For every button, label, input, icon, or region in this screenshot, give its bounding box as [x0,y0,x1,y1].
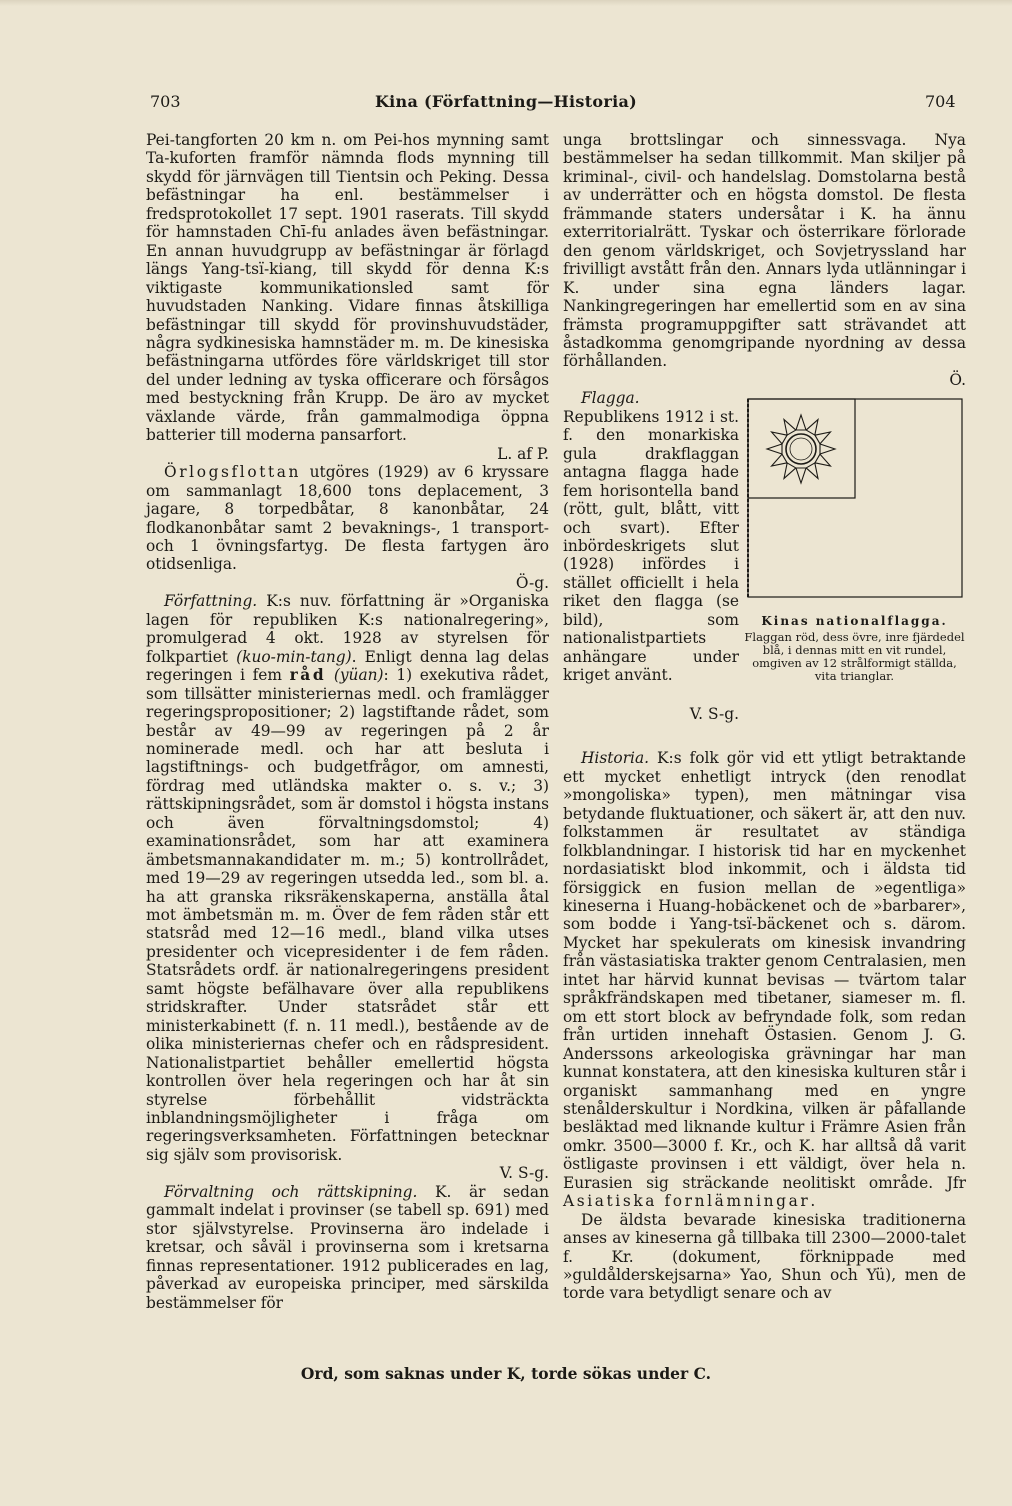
cross-reference: Asiatiska fornlämningar [563,1192,811,1211]
signature: V. S-g. [689,705,739,724]
paragraph-text: : 1) exekutiva rådet, som tillsätter ministeriernas medl. och framlägger regeringspropositioner; 2) lagstiftande rådet, som består av 49—99 av regeringen på 2 år nominerade medl. och har att besluta i lagstiftnings- och budgetfrågor, om amnesti, fördrag med utländska makter o. s. v.; 3) rättskipningsrådet, som är domstol i högsta instans och även förvaltningsdomstol; 4) examinationsrådet, som har att examinera ämbetsmannakandidater m. m.; 5) kontrollrådet, med 19—29 av regeringen utsedda led., som bl. a. ha att granska riksräkenskaperna, anställa åtal mot ämbetsmän m. m. Över de fem råden står ett statsråd med 12—16 medl., bland vilka utses presidenter och vicepresidenter i de fem råden. Statsrådets ordf. är nationalregeringens president samt högste befälhavare över alla republikens stridskrafter. Under statsrådet står ett ministerkabinett (f. n. 11 medl.), bestående av de olika ministeriernas chefer och en rådspresident. Nationalistpartiet behåller emellertid högsta kontrollen över hela regeringen och har åt sin styrelse förbehållit vidsträckta inblandningsmöjligheter i fråga om regeringsverksamheten. Författningen betecknar sig själv som provisorisk. [146,666,549,1164]
flag-illustration [746,397,966,601]
flag-paragraph [563,389,739,684]
section-heading-forfattning: Författning. [164,592,258,611]
term-yuan: (yüan) [333,666,384,685]
paragraph-text: De äldsta bevarade kinesiska traditionerna anses av kineserna gå tillbaka till 2300—2000-talet f. Kr. (dokument, förknippade med »guldålderskejsarna» Yao, Shun och Yü), men de torde vara betydligt senare och av [563,1210,966,1303]
paragraph-navy [146,463,549,592]
paragraph-text: K. är sedan gammalt indelat i provinser (se tabell sp. 691) med stor självstyrelse. Provinserna äro indelade i kretsar, och såväl i provinserna som i kretsarna finnas representationer. 1912 publicerades en lag, påverkad av europeiska principer, med särskilda bestämmelser för [146,1182,549,1312]
section-heading-orlog: Örlogsflottan [164,463,302,482]
paragraph-history [563,749,966,1210]
paragraph-history-traditions [563,1211,966,1303]
left-column [146,131,549,1312]
paragraph-text: unga brottslingar och sinnessvaga. Nya bestämmelser ha sedan tillkommit. Man skiljer på kriminal-, civil- och handelslag. Domstolarna bestå av underrätter och en högsta domstol. De flesta främmande staters undersåtar i K. ha ännu exterritorialrätt. Tyskar och österrikare förlorade den genom världskriget, och Sovjetryssland har frivilligt avstått från den. Annars lyda utlänningar i K. under sina egna länders lagar. Nankingregeringen har emellertid som en av sina främsta programuppgifter satt strävandet att åstadkomma genomgripande nyordning av dessa förhållanden. [563,131,966,371]
section-heading-historia: Historia. [581,749,650,768]
footer-note: Ord, som saknas under K, torde sökas under C. [300,1364,712,1383]
right-column [563,131,966,1303]
paragraph-text: utgöres (1929) av 6 kryssare om sammanlagt 18,600 tons deplacement, 3 jagare, 8 torpedbåtar, 8 kanonbåtar, 24 flodkanonbåtar samt 2 bevaknings-, 1 transport- och 1 övningsfartyg. De flesta fartygen äro otidsenliga. [146,463,549,574]
paragraph-text: Republikens 1912 i st. f. den monarkiska gula drakflaggan antagna flagga hade fem horisontella band (rött, gult, blått, vitt och svart). Efter inbördeskrigets slut (1928) infördes i stället officiellt i hela riket den flagga (se bild), som nationalistpartiets anhängare under kriget använt. [563,407,739,685]
paragraph-text: K:s nuv. författning är »Organiska lagen för republiken K:s nationalregering», promulgerad 4 okt. 1928 av styrelsen för folkpartiet [146,592,549,666]
paragraph-text: . [810,1192,816,1211]
flag-caption [743,615,966,683]
running-title: Kina (Författning—Historia) [374,92,638,111]
flag-section [563,389,966,749]
page-header [0,92,1012,118]
paragraph-text: Pei-tangforten 20 km n. om Pei-hos mynning samt Ta-kuforten framför nämnda flods mynning till skydd för järnvägen till Tientsin och Peking. Dessa befästningar ha enl. bestämmelser i fredsprotokollet 17 sept. 1901 raserats. Till skydd för hamnstaden Chī-fu anlades även befästningar. En annan huvudgrupp av befästningar är förlagd längs Yang-tsï-kiang, till skydd för denna K:s viktigaste kommunikationsled samt för huvudstaden Nanking. Vidare finnas åtskilliga befästningar till skydd för provinshuvudstäder, några sydkinesiska hamnstäder m. m. De kinesiska befästningarna utfördes före världskriget till stor del under ledning av tyska officerare och försågos med bestyckning från Krupp. De äro av mycket växlande värde, från gammalmodiga öppna batterier till moderna pansarfort. [146,131,549,445]
national-flag-figure [746,397,966,601]
term-rad: råd [289,666,327,685]
paragraph-constitution [146,592,549,1183]
paragraph-administration [146,1183,549,1312]
page-number-left: 703 [150,92,181,111]
paragraph-justice [563,131,966,389]
paragraph-text: . Enligt denna lag delas regeringen i fem [146,647,550,685]
caption-title: Kinas nationalflagga. [761,614,948,629]
term-kuo-min-tang: (kuo-min-tang) [236,647,352,666]
signature: Ö-g. [515,573,549,592]
page-number-right: 704 [925,92,956,111]
sun-emblem-icon [767,415,835,483]
signature: Ö. [949,370,966,389]
section-heading-forvaltning: Förvaltning och rättskipning. [164,1182,418,1201]
signature: V. S-g. [499,1164,549,1183]
page-top-edge [0,0,1012,6]
paragraph-text: K:s folk gör vid ett ytligt betraktande ett mycket enhetligt intryck (den renodlat »mongoliska» typen), men mätningar visa betydande fluktuationer, och säkert är, att den nuv. folkstammen är resultatet av ständiga folkblandningar. I historisk tid har en myckenhet nordasiatiskt blod inkommit, och i äldsta tid försiggick en fusion mellan de »egentliga» kineserna i Huang-hobäckenet och de »barbarer», som bodde i Yang-tsï-bäckenet och s. därom. Mycket har spekulerats om kinesisk invandring från västasiatiska trakter genom Centralasien, men intet har härvid kunnat bevisas — tvärtom talar språkfrändskapen med tibetaner, siameser m. fl. om ett stort block av befryndade folk, som redan från urtiden innehaft Östasien. Genom J. G. Anderssons arkeologiska grävningar har man kunnat konstatera, att den kinesiska kulturen står i organiskt sammanhang med en yngre stenålderskultur i Nordkina, vilken är påfallande besläktad med liknande kultur i Främre Asien från omkr. 3500—3000 f. Kr., och K. har alltså då varit östligaste provinsen i ett väldigt, över hela n. Eurasien sig sträckande neolitiskt område. Jfr [563,749,966,1192]
paragraph-fortifications [146,131,549,463]
caption-text: Flaggan röd, dess övre, inre fjärdedel blå, i dennas mitt en vit rundel, omgiven av 12 strålformigt ställda, vita trianglar. [744,629,965,684]
signature: L. af P. [497,444,549,463]
section-heading-flagga: Flagga. [581,389,640,408]
